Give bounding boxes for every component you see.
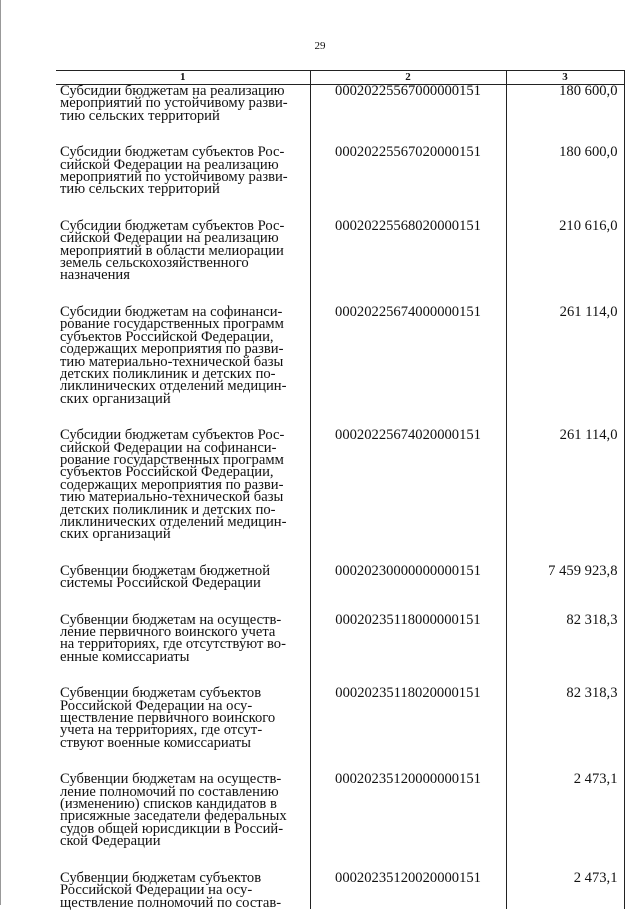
spacer-cell [56, 663, 310, 687]
spacer-cell [310, 282, 506, 306]
spacer-cell [506, 405, 624, 429]
row-name-line: Субвенции бюджетам на осуществ- [60, 611, 282, 628]
row-name-line: тию материально-технической базы [60, 489, 284, 506]
row-name-line: Субвенции бюджетам бюджетной [60, 562, 271, 579]
row-code-cell: 00020225674020000151 [310, 429, 506, 541]
row-name-cell [56, 146, 310, 196]
table-row [56, 85, 624, 123]
row-name-line: тию материально-технической базы [60, 353, 284, 370]
row-name-line: содержащих мероприятия по разви- [60, 476, 284, 493]
row-name-line: ликлинических отделений медицин- [60, 378, 287, 395]
row-amount-cell: 7 459 923,8 [506, 565, 624, 590]
row-amount-cell: 180 600,0 [506, 146, 624, 196]
row-name-line: ствуют военные комиссариаты [60, 734, 251, 751]
row-name-line: тию сельских территорий [60, 181, 220, 198]
row-name-line: Субвенции бюджетам субъектов [60, 685, 262, 702]
row-name-line: Субсидии бюджетам субъектов Рос- [60, 427, 285, 444]
row-name-line: содержащих мероприятия по разви- [60, 341, 284, 358]
row-name-line: субъектов Российской Федерации, [60, 328, 274, 345]
row-spacer [56, 663, 624, 687]
row-name-line: судов общей юрисдикции в Россий- [60, 820, 284, 837]
row-name-line: ление полномочий по составлению [60, 783, 279, 800]
row-name-line: Субвенции бюджетам субъектов [60, 869, 262, 886]
row-name-line: Субсидии бюджетам на реализацию [60, 83, 285, 99]
header-col-1: 1 [56, 71, 310, 85]
spacer-cell [310, 590, 506, 614]
table-row [56, 773, 624, 847]
table-body [56, 85, 624, 909]
row-name-line: сийской Федерации на реализацию [60, 230, 279, 247]
row-spacer [56, 196, 624, 220]
row-name-line: назначения [60, 267, 130, 284]
spacer-cell [310, 196, 506, 220]
table-row [56, 565, 624, 590]
row-code-cell: 00020225568020000151 [310, 220, 506, 282]
row-name-line: Субсидии бюджетам субъектов Рос- [60, 217, 285, 234]
spacer-cell [310, 848, 506, 872]
row-amount-cell: 82 318,3 [506, 614, 624, 664]
row-name-line: системы Российской Федерации [60, 575, 261, 592]
row-name-cell [56, 562, 310, 592]
row-name-line: Субсидии бюджетам субъектов Рос- [60, 144, 285, 161]
row-name-line: земель сельскохозяйственного [60, 255, 249, 272]
row-name-line: мероприятий в области мелиорации [60, 242, 284, 259]
table-row [56, 306, 624, 405]
spacer-cell [506, 590, 624, 614]
row-name-line: сийской Федерации на софинанси- [60, 439, 277, 456]
table-row [56, 220, 624, 282]
row-name-line: учета на территориях, где отсут- [60, 722, 263, 739]
spacer-cell [506, 541, 624, 565]
table-row [56, 687, 624, 749]
row-name-line: мероприятий по устойчивому разви- [60, 169, 288, 186]
row-name-line: Российской Федерации на осу- [60, 882, 253, 899]
row-name-cell [56, 687, 310, 749]
row-name-line: рование государственных программ [60, 451, 284, 468]
spacer-cell [506, 122, 624, 146]
spacer-cell [56, 848, 310, 872]
row-name-cell [56, 611, 310, 665]
page-edge-line [0, 0, 1, 905]
row-spacer [56, 749, 624, 773]
row-name-cell [56, 217, 310, 284]
spacer-cell [56, 282, 310, 306]
header-col-3: 3 [506, 71, 624, 85]
spacer-cell [310, 749, 506, 773]
spacer-cell [56, 122, 310, 146]
row-spacer [56, 282, 624, 306]
row-name-line: субъектов Российской Федерации, [60, 464, 274, 481]
spacer-cell [56, 590, 310, 614]
budget-table [56, 70, 625, 909]
row-amount-cell: 210 616,0 [506, 220, 624, 282]
row-name-line: ских организаций [60, 390, 171, 407]
row-amount-cell: 2 473,1 [506, 773, 624, 847]
row-name-cell [56, 869, 310, 911]
spacer-cell [56, 749, 310, 773]
spacer-cell [56, 196, 310, 220]
table-row [56, 872, 624, 909]
row-name-line: рование государственных программ [60, 316, 284, 333]
row-amount-cell: 2 473,1 [506, 872, 624, 909]
row-name-line: ществление полномочий по состав- [60, 894, 282, 911]
spacer-cell [56, 541, 310, 565]
row-code-cell: 00020235120020000151 [310, 872, 506, 909]
row-code-cell: 00020225567020000151 [310, 146, 506, 196]
row-name-line: присяжные заседатели федеральных [60, 808, 287, 825]
row-amount-cell: 82 318,3 [506, 687, 624, 749]
row-name-cell [56, 85, 310, 123]
row-name-line: (изменению) списков кандидатов в [60, 796, 277, 813]
row-spacer [56, 405, 624, 429]
row-name-cell [56, 429, 310, 541]
spacer-cell [310, 663, 506, 687]
spacer-cell [310, 541, 506, 565]
spacer-cell [506, 282, 624, 306]
row-name-line: ление первичного воинского учета [60, 624, 276, 640]
row-name-line: сийской Федерации на реализацию [60, 156, 279, 173]
row-name-cell [56, 303, 310, 407]
row-name-line: тию сельских территорий [60, 107, 220, 124]
table-row [56, 614, 624, 664]
page-number: 29 [314, 40, 326, 52]
row-name-line: ских организаций [60, 526, 171, 543]
spacer-cell [506, 848, 624, 872]
row-code-cell: 00020225674000000151 [310, 306, 506, 405]
row-name-line: на территориях, где отсутствуют во- [60, 636, 286, 653]
row-name-line: Российской Федерации на осу- [60, 697, 253, 714]
row-name-line: ской Федерации [60, 833, 161, 850]
row-code-cell: 00020230000000000151 [310, 565, 506, 590]
spacer-cell [56, 405, 310, 429]
spacer-cell [310, 405, 506, 429]
row-code-cell: 00020235118000000151 [310, 614, 506, 664]
row-amount-cell: 261 114,0 [506, 306, 624, 405]
spacer-cell [310, 122, 506, 146]
row-name-line: Субвенции бюджетам на осуществ- [60, 771, 282, 788]
row-spacer [56, 848, 624, 872]
row-name-line: ществление первичного воинского [60, 710, 276, 727]
row-name-line: детских поликлиник и детских по- [60, 501, 276, 518]
row-code-cell: 00020225567000000151 [310, 85, 506, 123]
spacer-cell [506, 749, 624, 773]
table-row [56, 146, 624, 196]
row-spacer [56, 122, 624, 146]
row-amount-cell: 180 600,0 [506, 85, 624, 123]
row-spacer [56, 590, 624, 614]
row-name-line: енные комиссариаты [60, 648, 190, 665]
spacer-cell [506, 196, 624, 220]
row-amount-cell: 261 114,0 [506, 429, 624, 541]
row-name-line: Субсидии бюджетам на софинанси- [60, 303, 283, 320]
header-col-2: 2 [310, 71, 506, 85]
table-row [56, 429, 624, 541]
spacer-cell [506, 663, 624, 687]
row-name-line: ликлинических отделений медицин- [60, 513, 287, 530]
row-code-cell: 00020235118020000151 [310, 687, 506, 749]
row-spacer [56, 541, 624, 565]
row-name-line: детских поликлиник и детских по- [60, 365, 276, 382]
row-name-line: мероприятий по устойчивому разви- [60, 95, 288, 112]
row-name-cell [56, 771, 310, 850]
row-code-cell: 00020235120000000151 [310, 773, 506, 847]
